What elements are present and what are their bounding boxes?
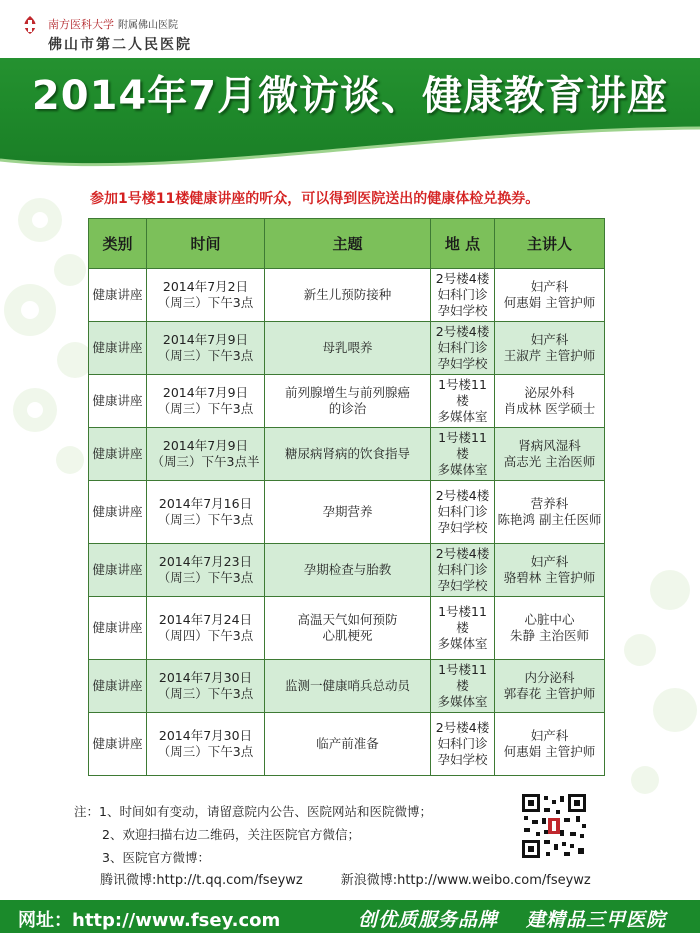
table-row: [89, 597, 605, 660]
header-speaker: 主讲人: [495, 219, 605, 269]
cell-location: [431, 713, 495, 776]
cell-speaker: [495, 481, 605, 544]
cell-location: [431, 481, 495, 544]
cell-time: [147, 544, 265, 597]
cell-time-line: （周三）下午3点: [157, 570, 254, 585]
cell-topic: [265, 322, 431, 375]
cell-category-line: 健康讲座: [92, 736, 143, 751]
cell-speaker-line: 高志光 主治医师: [503, 454, 596, 469]
cell-speaker: [495, 375, 605, 428]
cell-speaker-line: 肖成林 医学硕士: [503, 401, 596, 416]
cell-time: [147, 597, 265, 660]
note-1: 注：1、时间如有变动，请留意院内公告、医院网站和医院微博；: [74, 804, 432, 819]
cell-time-line: （周三）下午3点半: [151, 454, 260, 469]
table-row: [89, 713, 605, 776]
table-row: [89, 269, 605, 322]
hospital-emblem-icon: [18, 14, 42, 50]
cell-location-line: 多媒体室: [437, 636, 488, 651]
cell-time-line: 2014年7月30日: [158, 670, 253, 685]
cell-topic-line: 孕期营养: [322, 504, 373, 519]
cell-time-line: 2014年7月2日: [162, 279, 249, 294]
footer-website[interactable]: 网址：http://www.fsey.com: [18, 910, 281, 931]
cell-location: [431, 544, 495, 597]
cell-category-line: 健康讲座: [92, 620, 143, 635]
cell-location: [431, 322, 495, 375]
cell-topic: [265, 428, 431, 481]
cell-category: [89, 713, 147, 776]
cell-category: [89, 269, 147, 322]
cell-speaker-line: 妇产科: [530, 332, 569, 347]
cell-speaker: [495, 597, 605, 660]
cell-time-line: 2014年7月16日: [158, 496, 253, 511]
cell-speaker-line: 泌尿外科: [524, 385, 575, 400]
weibo-links: [100, 869, 640, 888]
cell-time: [147, 481, 265, 544]
note-3: 3、医院官方微博：: [102, 850, 210, 865]
hospital-logo: [18, 14, 218, 54]
cell-category-line: 健康讲座: [92, 287, 143, 302]
cell-speaker: [495, 544, 605, 597]
cell-category: [89, 481, 147, 544]
cell-location-line: 1号楼11楼: [438, 377, 487, 408]
cell-speaker-line: 妇产科: [530, 279, 569, 294]
table-row: [89, 428, 605, 481]
cell-time-line: 2014年7月23日: [158, 554, 253, 569]
cell-topic-line: 高温天气如何预防: [297, 612, 398, 627]
cell-category: [89, 322, 147, 375]
cell-location-line: 2号楼4楼: [435, 488, 490, 503]
cell-location-line: 2号楼4楼: [435, 271, 490, 286]
cell-speaker-line: 妇产科: [530, 554, 569, 569]
cell-speaker: [495, 428, 605, 481]
logo-hospital-name: 佛山市第二人民医院: [48, 37, 192, 53]
cell-category: [89, 375, 147, 428]
cell-location-line: 1号楼11楼: [438, 604, 487, 635]
cell-speaker: [495, 269, 605, 322]
cell-time-line: （周三）下午3点: [157, 348, 254, 363]
header-time: 时间: [147, 219, 265, 269]
slogan-1: 创优质服务品牌: [357, 909, 498, 931]
cell-time-line: 2014年7月9日: [162, 385, 249, 400]
cell-location: [431, 428, 495, 481]
table-row: [89, 544, 605, 597]
cell-topic: [265, 660, 431, 713]
cell-time-line: （周三）下午3点: [157, 401, 254, 416]
cell-topic-line: 糖尿病肾病的饮食指导: [284, 446, 410, 461]
table-body: [89, 269, 605, 776]
cell-location-line: 孕妇学校: [437, 356, 488, 371]
cell-time-line: （周三）下午3点: [157, 512, 254, 527]
cell-location-line: 多媒体室: [437, 694, 488, 709]
cell-speaker-line: 肾病风湿科: [518, 438, 581, 453]
cell-location-line: 多媒体室: [437, 462, 488, 477]
cell-location-line: 孕妇学校: [437, 520, 488, 535]
cell-speaker-line: 朱静 主治医师: [510, 628, 589, 643]
cell-speaker: [495, 713, 605, 776]
cell-location-line: 2号楼4楼: [435, 720, 490, 735]
cell-time-line: （周三）下午3点: [157, 686, 254, 701]
cell-location-line: 2号楼4楼: [435, 546, 490, 561]
cell-time-line: 2014年7月24日: [158, 612, 253, 627]
cell-topic: [265, 481, 431, 544]
cell-location-line: 妇科门诊: [437, 340, 488, 355]
cell-time: [147, 660, 265, 713]
cell-topic-line: 母乳喂养: [322, 340, 373, 355]
cell-time: [147, 375, 265, 428]
cell-speaker-line: 内分泌科: [524, 670, 575, 685]
cell-topic-line: 心肌梗死: [322, 628, 373, 643]
cell-time: [147, 269, 265, 322]
cell-speaker-line: 心脏中心: [524, 612, 575, 627]
cell-speaker: [495, 322, 605, 375]
cell-speaker-line: 营养科: [530, 496, 569, 511]
cell-topic-line: 新生儿预防接种: [303, 287, 392, 302]
cell-speaker-line: 陈艳鸿 副主任医师: [497, 512, 602, 527]
cell-category-line: 健康讲座: [92, 562, 143, 577]
notice-text: 参加1号楼11楼健康讲座的听众，可以得到医院送出的健康体检兑换券。: [90, 191, 540, 207]
cell-location-line: 妇科门诊: [437, 287, 488, 302]
cell-category: [89, 544, 147, 597]
logo-university: 南方医科大学 附属佛山医院: [48, 18, 178, 31]
cell-category-line: 健康讲座: [92, 678, 143, 693]
cell-speaker-line: 王淑芹 主管护师: [503, 348, 596, 363]
cell-speaker-line: 何惠娟 主管护师: [503, 295, 596, 310]
cell-time-line: 2014年7月9日: [162, 332, 249, 347]
cell-location: [431, 375, 495, 428]
cell-location-line: 1号楼11楼: [438, 430, 487, 461]
table-header-row: [89, 219, 605, 269]
decorative-flower-pattern: [0, 190, 100, 510]
cell-topic-line: 的诊治: [328, 401, 367, 416]
note-2: 2、欢迎扫描右边二维码，关注医院官方微信；: [102, 827, 360, 842]
cell-category: [89, 428, 147, 481]
cell-time: [147, 428, 265, 481]
page-title: 2014年7月微访谈、健康教育讲座: [31, 73, 669, 119]
sina-weibo-link[interactable]: 新浪微博:http://www.weibo.com/fseywz: [340, 873, 591, 888]
cell-topic: [265, 269, 431, 322]
cell-topic: [265, 713, 431, 776]
cell-location-line: 2号楼4楼: [435, 324, 490, 339]
cell-category: [89, 660, 147, 713]
cell-topic-line: 前列腺增生与前列腺癌: [284, 385, 410, 400]
header-curve: [0, 120, 700, 175]
footer-slogan: [358, 905, 666, 932]
cell-location: [431, 660, 495, 713]
header-location: 地 点: [431, 219, 495, 269]
cell-topic-line: 监测一健康哨兵总动员: [284, 678, 410, 693]
footnotes: [74, 800, 504, 869]
cell-speaker-line: 何惠娟 主管护师: [503, 744, 596, 759]
cell-time: [147, 713, 265, 776]
cell-category-line: 健康讲座: [92, 340, 143, 355]
cell-speaker: [495, 660, 605, 713]
cell-location-line: 多媒体室: [437, 409, 488, 424]
cell-speaker-line: 郭春花 主管护师: [503, 686, 596, 701]
cell-location-line: 妇科门诊: [437, 504, 488, 519]
table-row: [89, 481, 605, 544]
header-topic: 主题: [265, 219, 431, 269]
cell-location-line: 妇科门诊: [437, 562, 488, 577]
cell-location-line: 1号楼11楼: [438, 662, 487, 693]
slogan-2: 建精品三甲医院: [525, 909, 666, 931]
cell-location-line: 妇科门诊: [437, 736, 488, 751]
table-row: [89, 322, 605, 375]
footer-bar: [0, 900, 700, 933]
schedule-table: [88, 218, 604, 776]
tencent-weibo-link[interactable]: 腾讯微博:http://t.qq.com/fseywz: [100, 873, 303, 888]
cell-speaker-line: 骆碧林 主管护师: [503, 570, 596, 585]
header-category: 类别: [89, 219, 147, 269]
cell-location: [431, 269, 495, 322]
decorative-flower-pattern-right: [610, 560, 700, 860]
qr-code-icon: [520, 792, 588, 860]
cell-time-line: （周三）下午3点: [157, 295, 254, 310]
cell-location-line: 孕妇学校: [437, 752, 488, 767]
cell-category-line: 健康讲座: [92, 393, 143, 408]
cell-category-line: 健康讲座: [92, 504, 143, 519]
cell-category: [89, 597, 147, 660]
table-row: [89, 660, 605, 713]
cell-time-line: 2014年7月9日: [162, 438, 249, 453]
cell-topic: [265, 544, 431, 597]
cell-location: [431, 597, 495, 660]
cell-category-line: 健康讲座: [92, 446, 143, 461]
cell-topic: [265, 375, 431, 428]
cell-speaker-line: 妇产科: [530, 728, 569, 743]
cell-time-line: 2014年7月30日: [158, 728, 253, 743]
cell-time-line: （周三）下午3点: [157, 744, 254, 759]
cell-time: [147, 322, 265, 375]
cell-location-line: 孕妇学校: [437, 578, 488, 593]
table-row: [89, 375, 605, 428]
cell-location-line: 孕妇学校: [437, 303, 488, 318]
cell-topic: [265, 597, 431, 660]
cell-time-line: （周四）下午3点: [157, 628, 254, 643]
cell-topic-line: 临产前准备: [316, 736, 379, 751]
cell-topic-line: 孕期检查与胎教: [303, 562, 392, 577]
header-banner: [0, 0, 700, 175]
